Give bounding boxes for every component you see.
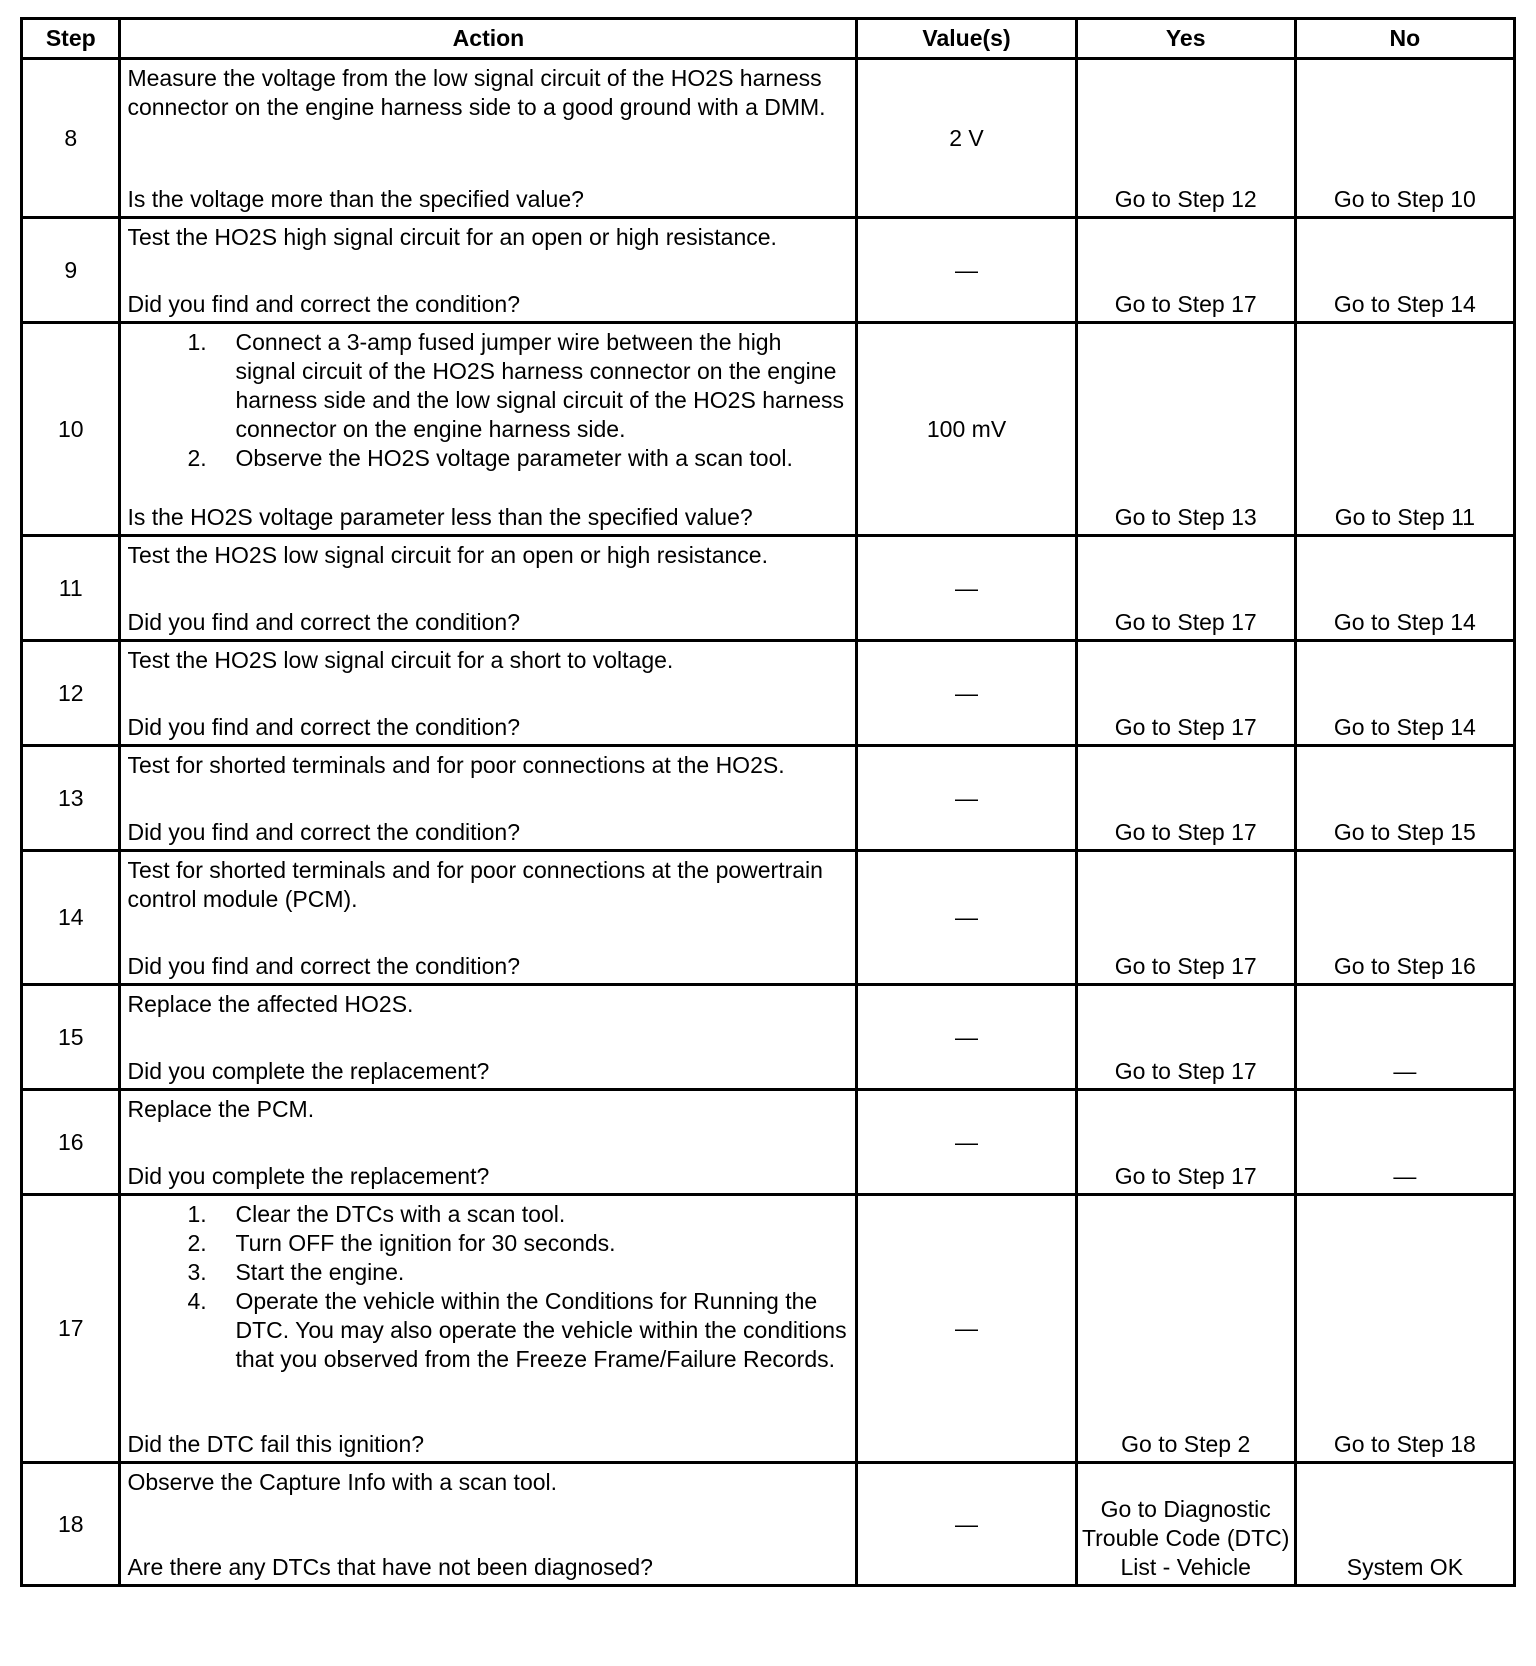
no-cell: Go to Step 16 [1295, 851, 1514, 985]
no-cell: Go to Step 18 [1295, 1195, 1514, 1463]
action-text: Test the HO2S high signal circuit for an open or high resistance. [127, 224, 777, 250]
step-number: 9 [22, 218, 120, 323]
list-item: 2. Turn OFF the ignition for 30 seconds. [187, 1230, 616, 1256]
yes-cell: Go to Step 17 [1076, 641, 1295, 746]
header-values: Value(s) [857, 19, 1076, 59]
value-cell: — [857, 1463, 1076, 1586]
list-item: 2. Observe the HO2S voltage parameter with a scan tool. [187, 445, 793, 471]
action-cell [120, 985, 857, 1090]
action-question: Did you complete the replacement? [127, 1163, 490, 1189]
action-text: Replace the PCM. [127, 1096, 315, 1122]
action-cell [120, 536, 857, 641]
step-number: 18 [22, 1463, 120, 1586]
value-cell: — [857, 536, 1076, 641]
action-question: Did you find and correct the condition? [127, 609, 520, 635]
diagnostic-table [20, 17, 1516, 1587]
no-cell: Go to Step 15 [1295, 746, 1514, 851]
yes-cell: Go to Step 17 [1076, 1090, 1295, 1195]
list-item: 1. Connect a 3-amp fused jumper wire between the high signal circuit of the HO2S harness connector on the engine harness side and the low signal circuit of the HO2S harness connector on the engine harness side. [187, 328, 847, 444]
header-no: No [1295, 19, 1514, 59]
action-question: Did you find and correct the condition? [127, 819, 520, 845]
yes-cell: Go to Diagnostic Trouble Code (DTC) List - Vehicle [1076, 1463, 1295, 1586]
action-cell [120, 641, 857, 746]
value-cell: — [857, 746, 1076, 851]
value-cell: 2 V [857, 59, 1076, 218]
action-steps-list [127, 1200, 847, 1374]
action-question: Is the HO2S voltage parameter less than the specified value? [127, 504, 753, 530]
yes-cell: Go to Step 13 [1076, 323, 1295, 536]
table-row [22, 59, 1515, 218]
value-cell: — [857, 641, 1076, 746]
value-cell: — [857, 1090, 1076, 1195]
table-row [22, 1090, 1515, 1195]
step-number: 15 [22, 985, 120, 1090]
action-text: Test the HO2S low signal circuit for an open or high resistance. [127, 542, 768, 568]
action-text: Test for shorted terminals and for poor connections at the powertrain control module (PCM). [127, 857, 823, 912]
action-text: Test for shorted terminals and for poor connections at the HO2S. [127, 752, 785, 778]
list-item-text: Clear the DTCs with a scan tool. [235, 1201, 566, 1227]
action-text: Test the HO2S low signal circuit for a short to voltage. [127, 647, 674, 673]
no-cell: System OK [1295, 1463, 1514, 1586]
table-row [22, 1195, 1515, 1463]
no-cell: Go to Step 14 [1295, 218, 1514, 323]
step-number: 12 [22, 641, 120, 746]
step-number: 11 [22, 536, 120, 641]
table-row [22, 323, 1515, 536]
action-question: Did you find and correct the condition? [127, 714, 520, 740]
table-row [22, 1463, 1515, 1586]
action-question: Did you complete the replacement? [127, 1058, 490, 1084]
action-question: Are there any DTCs that have not been diagnosed? [127, 1554, 653, 1580]
list-item-text: Turn OFF the ignition for 30 seconds. [235, 1230, 616, 1256]
action-text: Observe the Capture Info with a scan tool. [127, 1469, 558, 1495]
yes-cell: Go to Step 2 [1076, 1195, 1295, 1463]
value-cell: 100 mV [857, 323, 1076, 536]
step-number: 14 [22, 851, 120, 985]
header-row [22, 19, 1515, 59]
action-cell [120, 218, 857, 323]
action-question: Is the voltage more than the specified value? [127, 186, 584, 212]
table-row [22, 851, 1515, 985]
action-text: Replace the affected HO2S. [127, 991, 414, 1017]
yes-cell: Go to Step 17 [1076, 536, 1295, 641]
action-steps-list [127, 328, 847, 473]
action-cell [120, 59, 857, 218]
yes-cell: Go to Step 17 [1076, 851, 1295, 985]
no-cell: — [1295, 985, 1514, 1090]
no-cell: Go to Step 11 [1295, 323, 1514, 536]
list-item-text: Start the engine. [235, 1259, 405, 1285]
value-cell: — [857, 218, 1076, 323]
action-cell [120, 323, 857, 536]
step-number: 10 [22, 323, 120, 536]
table-row [22, 218, 1515, 323]
yes-cell: Go to Step 17 [1076, 746, 1295, 851]
step-number: 8 [22, 59, 120, 218]
action-cell [120, 1090, 857, 1195]
step-number: 13 [22, 746, 120, 851]
no-cell: — [1295, 1090, 1514, 1195]
action-cell [120, 851, 857, 985]
yes-cell: Go to Step 17 [1076, 218, 1295, 323]
yes-cell: Go to Step 17 [1076, 985, 1295, 1090]
table-row [22, 985, 1515, 1090]
list-item-text: Operate the vehicle within the Conditions for Running the DTC. You may also operate the vehicle within the conditions that you observed from the Freeze Frame/Failure Records. [235, 1288, 847, 1372]
header-step: Step [22, 19, 120, 59]
action-text: Measure the voltage from the low signal circuit of the HO2S harness connector on the engine harness side to a good ground with a DMM. [127, 65, 826, 120]
no-cell: Go to Step 10 [1295, 59, 1514, 218]
list-item: 4. Operate the vehicle within the Conditions for Running the DTC. You may also operate the vehicle within the conditions that you observed from the Freeze Frame/Failure Records. [187, 1288, 847, 1372]
list-item-text: Observe the HO2S voltage parameter with a scan tool. [235, 445, 793, 471]
header-action: Action [120, 19, 857, 59]
list-item: 1. Clear the DTCs with a scan tool. [187, 1201, 566, 1227]
action-question: Did you find and correct the condition? [127, 953, 520, 979]
action-cell [120, 746, 857, 851]
table-row [22, 746, 1515, 851]
yes-cell: Go to Step 12 [1076, 59, 1295, 218]
action-question: Did you find and correct the condition? [127, 291, 520, 317]
step-number: 16 [22, 1090, 120, 1195]
table-row [22, 641, 1515, 746]
step-number: 17 [22, 1195, 120, 1463]
action-question: Did the DTC fail this ignition? [127, 1431, 425, 1457]
header-yes: Yes [1076, 19, 1295, 59]
list-item: 3. Start the engine. [187, 1259, 405, 1285]
action-cell [120, 1463, 857, 1586]
no-cell: Go to Step 14 [1295, 641, 1514, 746]
action-cell [120, 1195, 857, 1463]
value-cell: — [857, 1195, 1076, 1463]
list-item-text: Connect a 3-amp fused jumper wire between the high signal circuit of the HO2S harness connector on the engine harness side and the low signal circuit of the HO2S harness connector on the engine harness side. [235, 329, 845, 442]
value-cell: — [857, 985, 1076, 1090]
table-row [22, 536, 1515, 641]
value-cell: — [857, 851, 1076, 985]
no-cell: Go to Step 14 [1295, 536, 1514, 641]
